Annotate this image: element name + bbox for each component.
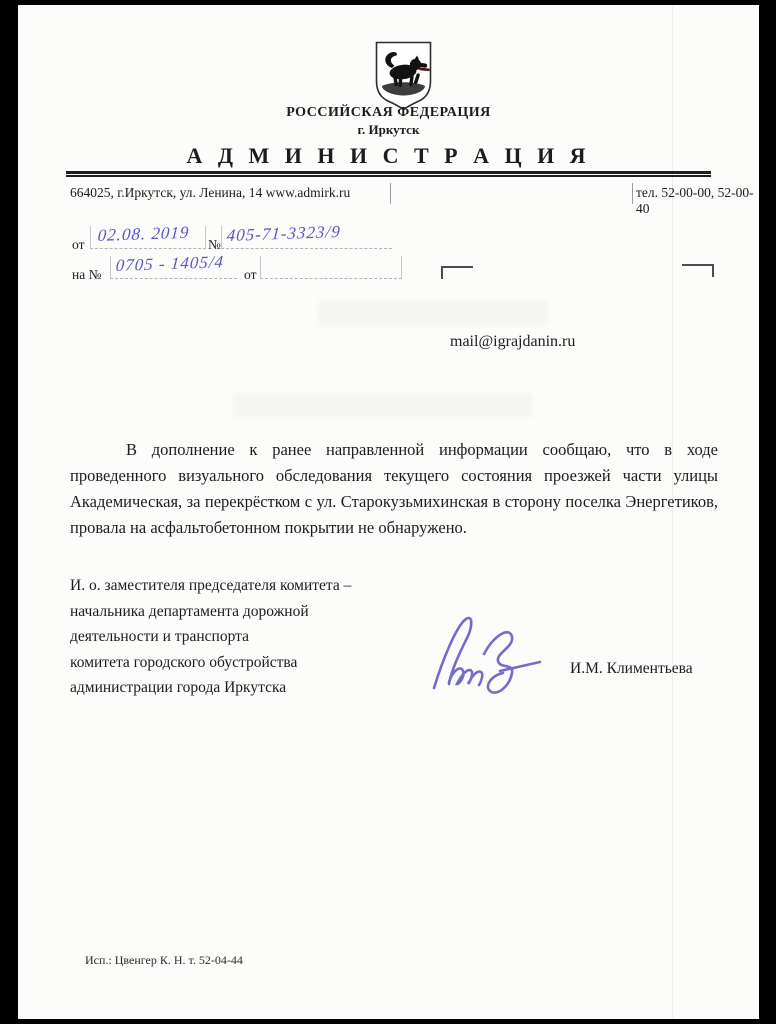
phone-separator (632, 183, 633, 204)
reply-number-field (110, 252, 237, 279)
header-divider (66, 171, 711, 177)
outgoing-number-field (221, 221, 392, 249)
handwritten-signature (418, 600, 568, 715)
address-separator (390, 183, 391, 204)
reply-date-label: от (244, 267, 257, 282)
outgoing-date-field (90, 222, 206, 249)
signer-title-line: начальника департамента дорожной (70, 602, 309, 620)
addressee-corner-left (441, 266, 473, 279)
outgoing-date-value: 02.08. 2019 (97, 222, 191, 245)
outgoing-number-label: № (208, 237, 221, 252)
signer-name: И.М. Климентьева (570, 660, 693, 677)
letter-body-paragraph: В дополнение к ранее направленной информации сообщаю, что в ходе проведенного визуального обследования текущего состояния проезжей части улицы Академическая, за перекрёстком с ул. Старокузьмихинская в сторону поселка Энергетиков, провала на асфальтобетонном покрытии не обнаружено. (70, 440, 718, 537)
executor-note: Исп.: Цвенгер К. Н. т. 52-04-44 (85, 953, 243, 967)
city-name: г. Иркутск (357, 122, 420, 137)
country-name: РОССИЙСКАЯ ФЕДЕРАЦИЯ (286, 105, 491, 120)
reply-date-field (260, 256, 402, 279)
org-address: 664025, г.Иркутск, ул. Ленина, 14 www.admirk.ru (70, 185, 351, 200)
paper-sheet (18, 5, 759, 1019)
addressee-corner-right (682, 264, 714, 277)
outgoing-date-label: от (72, 237, 85, 252)
signer-title-block (70, 573, 430, 701)
reply-number-value: 0705 - 1405/4 (115, 252, 225, 275)
signer-title-line: И. о. заместителя председателя комитета – (70, 577, 352, 594)
signer-title-line: администрации города Иркутска (70, 679, 287, 696)
organization-title: А Д М И Н И С Т Р А Ц И Я (186, 143, 591, 168)
signer-title-line: деятельности и транспорта (70, 628, 249, 645)
reply-number-label: на № (72, 267, 102, 282)
signer-title-line: комитета городского обустройства (70, 653, 298, 671)
redacted-subject (233, 393, 533, 417)
recipient-email: mail@igrajdanin.ru (450, 333, 576, 350)
irkutsk-coat-of-arms-icon (372, 39, 435, 112)
redacted-addressee (318, 300, 548, 326)
org-phone: тел. 52-00-00, 52-00-40 (636, 185, 754, 216)
outgoing-number-value: 405-71-3323/9 (226, 221, 342, 245)
